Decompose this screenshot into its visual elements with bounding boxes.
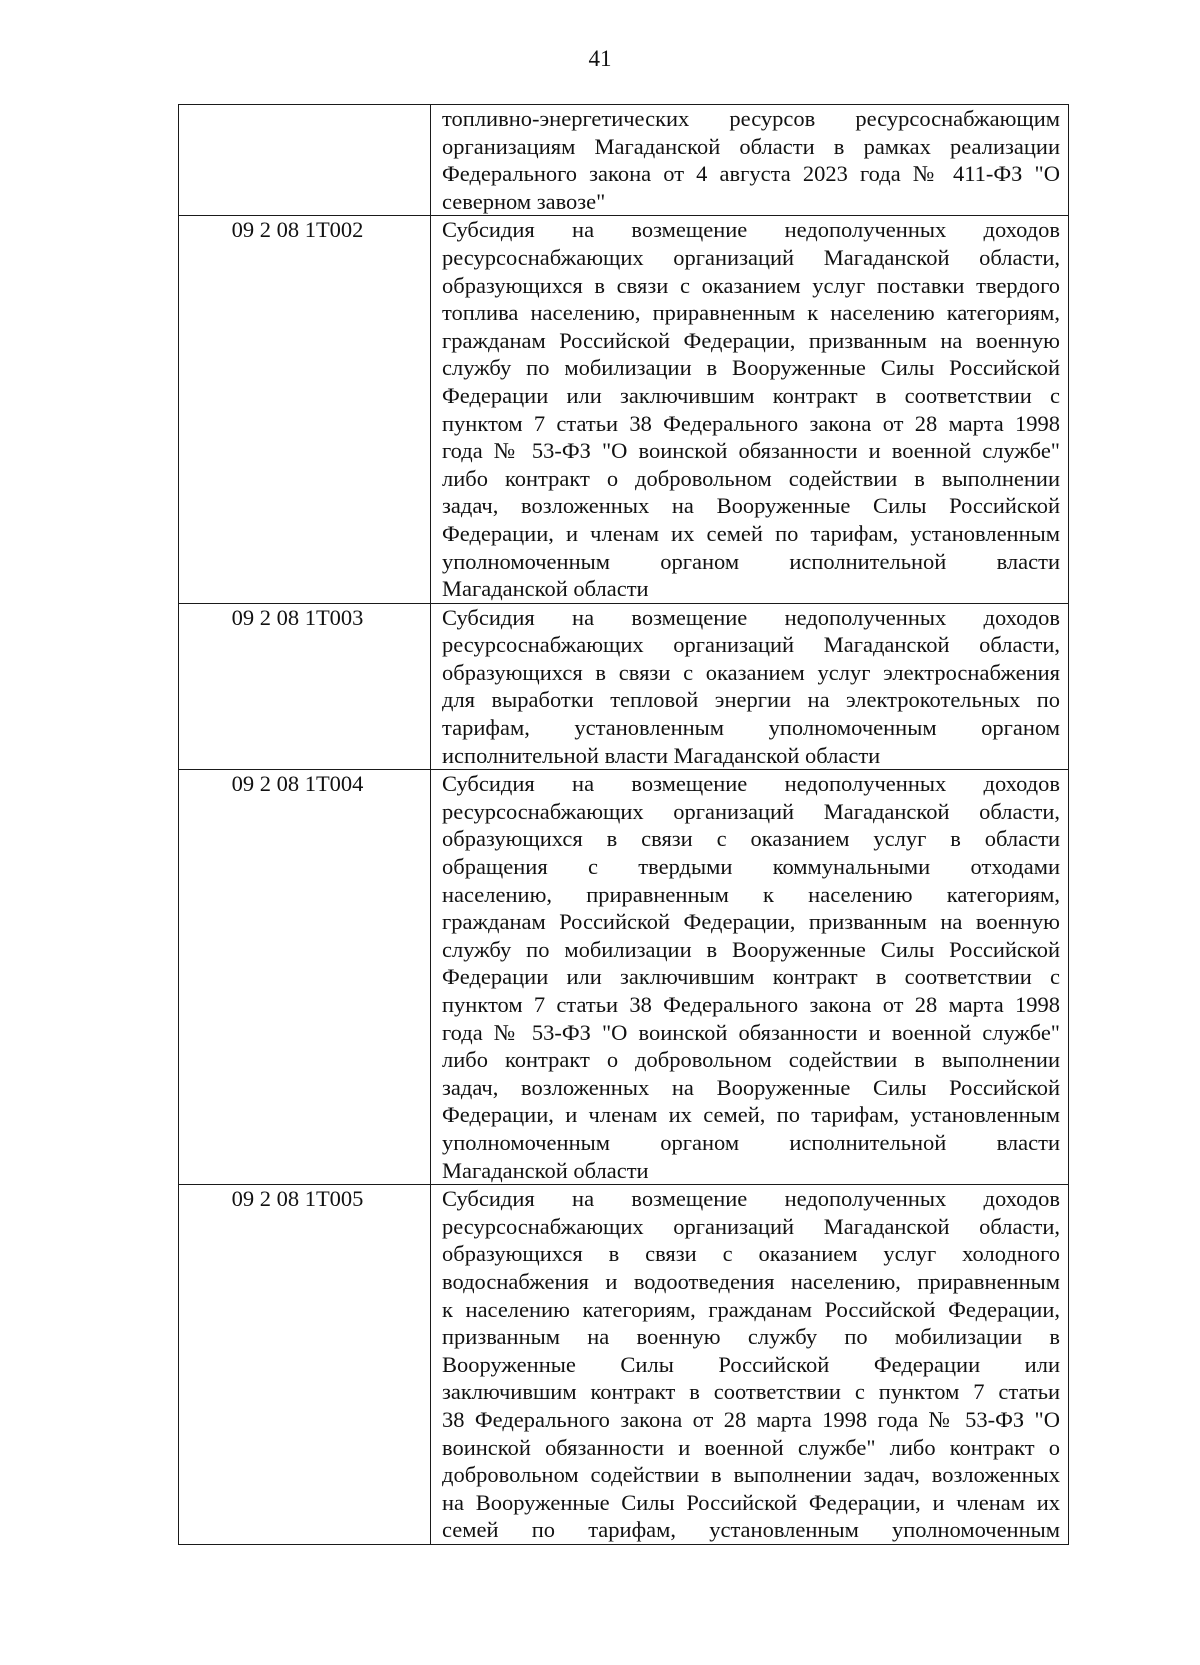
budget-code: 09 2 08 1Т005 xyxy=(231,1186,364,1212)
description-cell xyxy=(431,770,1069,1185)
description-line: ресурсоснабжающих организаций Магаданской области, xyxy=(442,1213,1060,1239)
description-line: тарифам, установленным уполномоченным органом xyxy=(442,715,1060,741)
budget-code-cell xyxy=(179,1185,431,1545)
description-line: образующихся в связи с оказанием услуг в области xyxy=(442,826,1060,852)
description-line: семей по тарифам, установленным уполномоченным xyxy=(442,1517,1060,1543)
budget-code: 09 2 08 1Т004 xyxy=(231,771,364,797)
budget-code-cell xyxy=(179,216,431,603)
description-line: гражданам Российской Федерации, призванным на военную xyxy=(442,327,1060,353)
description-line: обращения с твердыми коммунальными отходами xyxy=(442,854,1060,880)
description-line: заключившим контракт в соответствии с пунктом 7 статьи xyxy=(442,1379,1060,1405)
description-line: службу по мобилизации в Вооруженные Силы Российской xyxy=(442,355,1060,381)
description-line: ресурсоснабжающих организаций Магаданской области, xyxy=(442,632,1060,658)
description-line: Субсидия на возмещение недополученных доходов xyxy=(442,604,1060,630)
description-line: 38 Федерального закона от 28 марта 1998 года № 53-ФЗ "О xyxy=(442,1406,1060,1432)
description-line: образующихся в связи с оказанием услуг холодного xyxy=(442,1241,1060,1267)
description-cell xyxy=(431,105,1069,216)
table-row xyxy=(179,216,1069,603)
budget-code: 09 2 08 1Т002 xyxy=(231,217,364,243)
description-line: либо контракт о добровольном содействии в выполнении xyxy=(442,1047,1060,1073)
page-number: 41 xyxy=(588,46,612,71)
description-line: задач, возложенных на Вооруженные Силы Российской xyxy=(442,1074,1060,1100)
description-line: уполномоченным органом исполнительной власти xyxy=(442,1129,1060,1155)
budget-code-cell xyxy=(179,105,431,216)
description-line: образующихся в связи с оказанием услуг поставки твердого xyxy=(442,272,1060,298)
description-line: на Вооруженные Силы Российской Федерации, и членам их xyxy=(442,1489,1060,1515)
description-line: для выработки тепловой энергии на электрокотельных по xyxy=(442,687,1060,713)
description-line: Магаданской области xyxy=(442,576,649,602)
description-line: организациям Магаданской области в рамках реализации xyxy=(442,133,1060,159)
table-row xyxy=(179,770,1069,1185)
description-line: Субсидия на возмещение недополученных доходов xyxy=(442,771,1060,797)
description-line: призванным на военную службу по мобилизации в xyxy=(442,1324,1060,1350)
description-line: Субсидия на возмещение недополученных доходов xyxy=(442,1186,1060,1212)
description-line: уполномоченным органом исполнительной власти xyxy=(442,548,1060,574)
description-line: воинской обязанности и военной службе" либо контракт о xyxy=(442,1434,1060,1460)
description-line: пунктом 7 статьи 38 Федерального закона от 28 марта 1998 xyxy=(442,992,1060,1017)
table-row xyxy=(179,1185,1069,1545)
budget-code xyxy=(179,105,430,133)
description-line: задач, возложенных на Вооруженные Силы Российской xyxy=(442,493,1060,519)
description-line: Вооруженные Силы Российской Федерации или xyxy=(442,1351,1060,1377)
description-line: к населению категориям, гражданам Российской Федерации, xyxy=(442,1296,1060,1322)
table-body xyxy=(179,105,1069,1545)
budget-code: 09 2 08 1Т003 xyxy=(231,604,364,630)
description-line: ресурсоснабжающих организаций Магаданской области, xyxy=(442,244,1060,270)
description-line: исполнительной власти Магаданской области xyxy=(442,742,881,768)
budget-code-cell xyxy=(179,770,431,1185)
description-line: Федерации, и членам их семей по тарифам, установленным xyxy=(442,520,1060,546)
description-line: добровольном содействии в выполнении задач, возложенных xyxy=(442,1462,1060,1488)
description-line: либо контракт о добровольном содействии в выполнении xyxy=(442,465,1060,491)
description-cell xyxy=(431,216,1069,603)
description-line: пунктом 7 статьи 38 Федерального закона от 28 марта 1998 xyxy=(442,410,1060,436)
description-line: Федерального закона от 4 августа 2023 года № 411-ФЗ "О xyxy=(442,161,1060,187)
description-line: населению, приравненным к населению категориям, xyxy=(442,881,1060,907)
description-line: водоснабжения и водоотведения населению, приравненным xyxy=(442,1268,1060,1294)
description-line: службу по мобилизации в Вооруженные Силы Российской xyxy=(442,936,1060,962)
description-line: Федерации, и членам их семей, по тарифам, установленным xyxy=(442,1102,1060,1128)
description-line: Федерации или заключившим контракт в соответствии с xyxy=(442,964,1060,990)
budget-code-cell xyxy=(179,603,431,770)
description-cell xyxy=(431,603,1069,770)
description-line: топлива населению, приравненным к населению категориям, xyxy=(442,300,1060,326)
description-line: года № 53-ФЗ "О воинской обязанности и военной службе" xyxy=(442,1019,1060,1045)
description-line: Федерации или заключившим контракт в соответствии с xyxy=(442,382,1060,408)
description-cell xyxy=(431,1185,1069,1545)
table-row xyxy=(179,105,1069,216)
table-row xyxy=(179,603,1069,770)
budget-classification-table xyxy=(178,104,1069,1545)
description-line: года № 53-ФЗ "О воинской обязанности и военной службе" xyxy=(442,438,1060,464)
description-line: топливно-энергетических ресурсов ресурсоснабжающим xyxy=(442,106,1060,131)
description-line: Субсидия на возмещение недополученных доходов xyxy=(442,217,1060,243)
description-line: ресурсоснабжающих организаций Магаданской области, xyxy=(442,798,1060,824)
description-line: Магаданской области xyxy=(442,1157,649,1183)
description-line: гражданам Российской Федерации, призванным на военную xyxy=(442,909,1060,935)
description-line: образующихся в связи с оказанием услуг электроснабжения xyxy=(442,659,1060,685)
description-line: северном завозе" xyxy=(442,188,606,214)
